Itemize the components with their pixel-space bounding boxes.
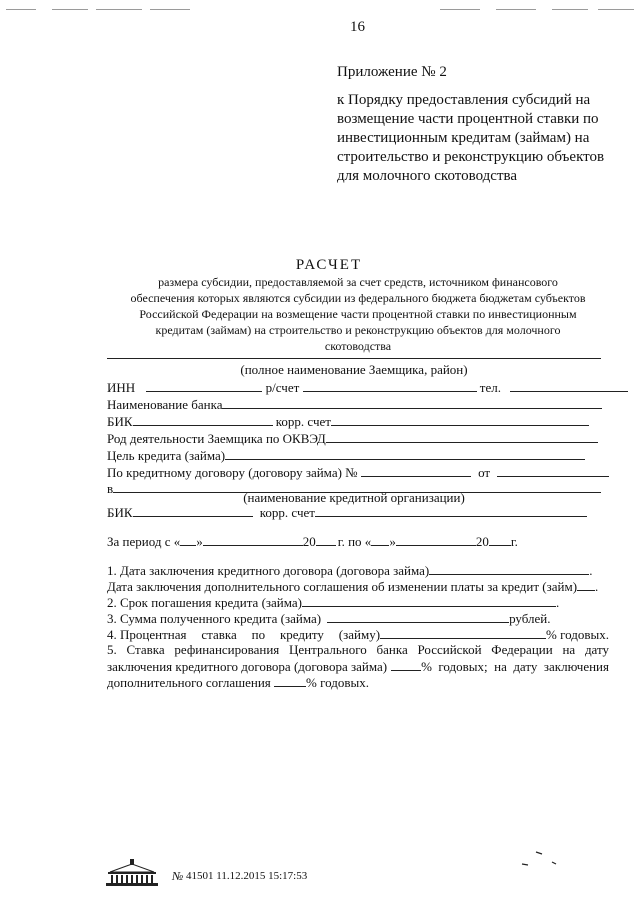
corr-account-label: корр. счет: [275, 414, 331, 429]
item-4-label: по: [251, 627, 266, 642]
item-4-row: [107, 626, 609, 643]
bank-name-field[interactable]: [222, 396, 602, 409]
item-4-label: ставка: [201, 627, 237, 642]
period-month-to[interactable]: [396, 533, 476, 546]
footer-mark: №: [172, 869, 184, 883]
appendix-line: к Порядку предоставления субсидий на: [337, 92, 591, 108]
bik-row: [107, 413, 589, 430]
scan-edge-line: [52, 9, 88, 10]
inn-label: ИНН: [107, 380, 136, 395]
corr-account-field[interactable]: [331, 413, 589, 426]
item-5-label: дополнительного соглашения: [107, 675, 271, 690]
item-4-label: (займу): [338, 627, 381, 642]
subtitle-line: обеспечения которых являются субсидии из федерального бюджета бюджетам субъектов: [130, 291, 586, 305]
appendix-line: строительство и реконструкцию объектов: [337, 149, 605, 165]
item-5-line-2: [107, 658, 609, 675]
period-row: [107, 533, 518, 550]
borrower-caption: (полное наименование Заемщика, район): [240, 362, 468, 377]
item-1-row: [107, 562, 592, 579]
footer-stamp: 41501 11.12.2015 15:17:53: [186, 870, 308, 882]
period-year-to[interactable]: [489, 533, 511, 546]
inn-row: [107, 379, 628, 396]
document-title: РАСЧЕТ: [295, 257, 363, 273]
period-quote: »: [196, 534, 203, 549]
item-5-line-1: 5. Ставка рефинансирования Центрального банка Российской Федерации на дату: [107, 642, 609, 657]
okved-row: [107, 430, 598, 447]
period-day-to[interactable]: [371, 533, 389, 546]
subtitle-line: Российской Федерации на возмещение части процентной ставки по инвестиционным: [139, 307, 577, 321]
period-quote: »: [389, 534, 396, 549]
item-5-label: % годовых; на дату заключения: [421, 659, 609, 674]
agreement-number-field[interactable]: [361, 464, 471, 477]
scan-marks: [520, 848, 560, 874]
bik2-row: [107, 504, 587, 521]
item-1-label: 1. Дата заключения кредитного договора (договора займа): [107, 563, 430, 578]
period-prefix: За период с «: [107, 534, 181, 549]
purpose-row: [107, 447, 585, 464]
item-3-row: [107, 610, 551, 627]
period-suffix: г.: [510, 534, 518, 549]
scan-edge-line: [552, 9, 588, 10]
bank-name-label: Наименование банка: [107, 397, 223, 412]
scan-edge-line: [150, 9, 190, 10]
appendix-line: для молочного скотоводства: [337, 168, 518, 184]
period-month-from[interactable]: [203, 533, 303, 546]
item-1b-label: Дата заключения дополнительного соглашения об изменении платы за кредит (займ): [107, 579, 578, 594]
borrower-name-line[interactable]: [107, 358, 601, 359]
item-4-label: 4. Процентная: [107, 627, 187, 642]
bank-name-row: [107, 396, 602, 413]
scan-edge-line: [6, 9, 36, 10]
scan-edge-line: [496, 9, 536, 10]
item-2-field[interactable]: [302, 594, 556, 607]
from-label: от: [478, 465, 491, 480]
government-building-icon: [104, 858, 160, 888]
scan-edge-line: [598, 9, 634, 10]
agreement-label: По кредитному договору (договору займа) №: [107, 465, 358, 480]
subtitle-line: размера субсидии, предоставляемой за счет средств, источником финансового: [158, 275, 558, 289]
purpose-field[interactable]: [225, 447, 585, 460]
item-2-end: .: [556, 595, 560, 610]
agreement-row: [107, 464, 609, 481]
page-number: 16: [350, 19, 365, 35]
item-1-end: .: [589, 563, 593, 578]
inn-field[interactable]: [146, 379, 262, 392]
subtitle-line: кредитам (займам) на строительство и реконструкцию объектов для молочного: [155, 323, 561, 337]
item-5-rate-field[interactable]: [391, 658, 421, 671]
bik2-label: БИК: [107, 505, 133, 520]
corr-account2-label: корр. счет: [259, 505, 315, 520]
account-label: р/счет: [265, 380, 300, 395]
period-day-from[interactable]: [180, 533, 196, 546]
scan-edge-line: [96, 9, 142, 10]
item-1b-field[interactable]: [577, 578, 595, 591]
item-3-label: 3. Сумма полученного кредита (займа): [107, 611, 322, 626]
in-label: в: [107, 481, 114, 496]
period-year-prefix: 20: [302, 534, 316, 549]
bik-field[interactable]: [133, 413, 273, 426]
item-5-label: заключения кредитного договора (договора займа): [107, 659, 388, 674]
corr-account2-field[interactable]: [315, 504, 587, 517]
item-4-label: кредиту: [279, 627, 324, 642]
item-1-field[interactable]: [429, 562, 589, 575]
period-year-prefix: 20: [475, 534, 489, 549]
item-5-rate2-field[interactable]: [274, 674, 306, 687]
item-4-field[interactable]: [380, 626, 546, 639]
period-year-from[interactable]: [316, 533, 336, 546]
subtitle-line: скотоводства: [324, 339, 392, 353]
bik-label: БИК: [107, 414, 133, 429]
bik2-field[interactable]: [133, 504, 253, 517]
phone-field[interactable]: [510, 379, 628, 392]
item-5-line-3: [107, 674, 369, 691]
item-1b-row: [107, 578, 598, 595]
purpose-label: Цель кредита (займа): [107, 448, 226, 463]
account-field[interactable]: [303, 379, 477, 392]
agreement-date-field[interactable]: [497, 464, 609, 477]
item-5-end: % годовых.: [306, 675, 369, 690]
item-3-field[interactable]: [327, 610, 509, 623]
phone-label: тел.: [479, 380, 501, 395]
okved-field[interactable]: [326, 430, 598, 443]
appendix-line: возмещение части процентной ставки по: [337, 111, 599, 127]
item-4-end: % годовых.: [546, 627, 609, 642]
okved-label: Род деятельности Заемщика по ОКВЭД: [107, 431, 326, 446]
appendix-title: Приложение № 2: [337, 64, 447, 80]
item-2-label: 2. Срок погашения кредита (займа): [107, 595, 302, 610]
scan-edge-line: [440, 9, 480, 10]
appendix-line: инвестиционным кредитам (займам) на: [337, 130, 590, 146]
item-2-row: [107, 594, 559, 611]
item-3-end: рублей.: [509, 611, 551, 626]
item-1b-end: .: [595, 579, 599, 594]
period-mid: г. по «: [337, 534, 372, 549]
credit-org-caption: (наименование кредитной организации): [243, 490, 465, 505]
